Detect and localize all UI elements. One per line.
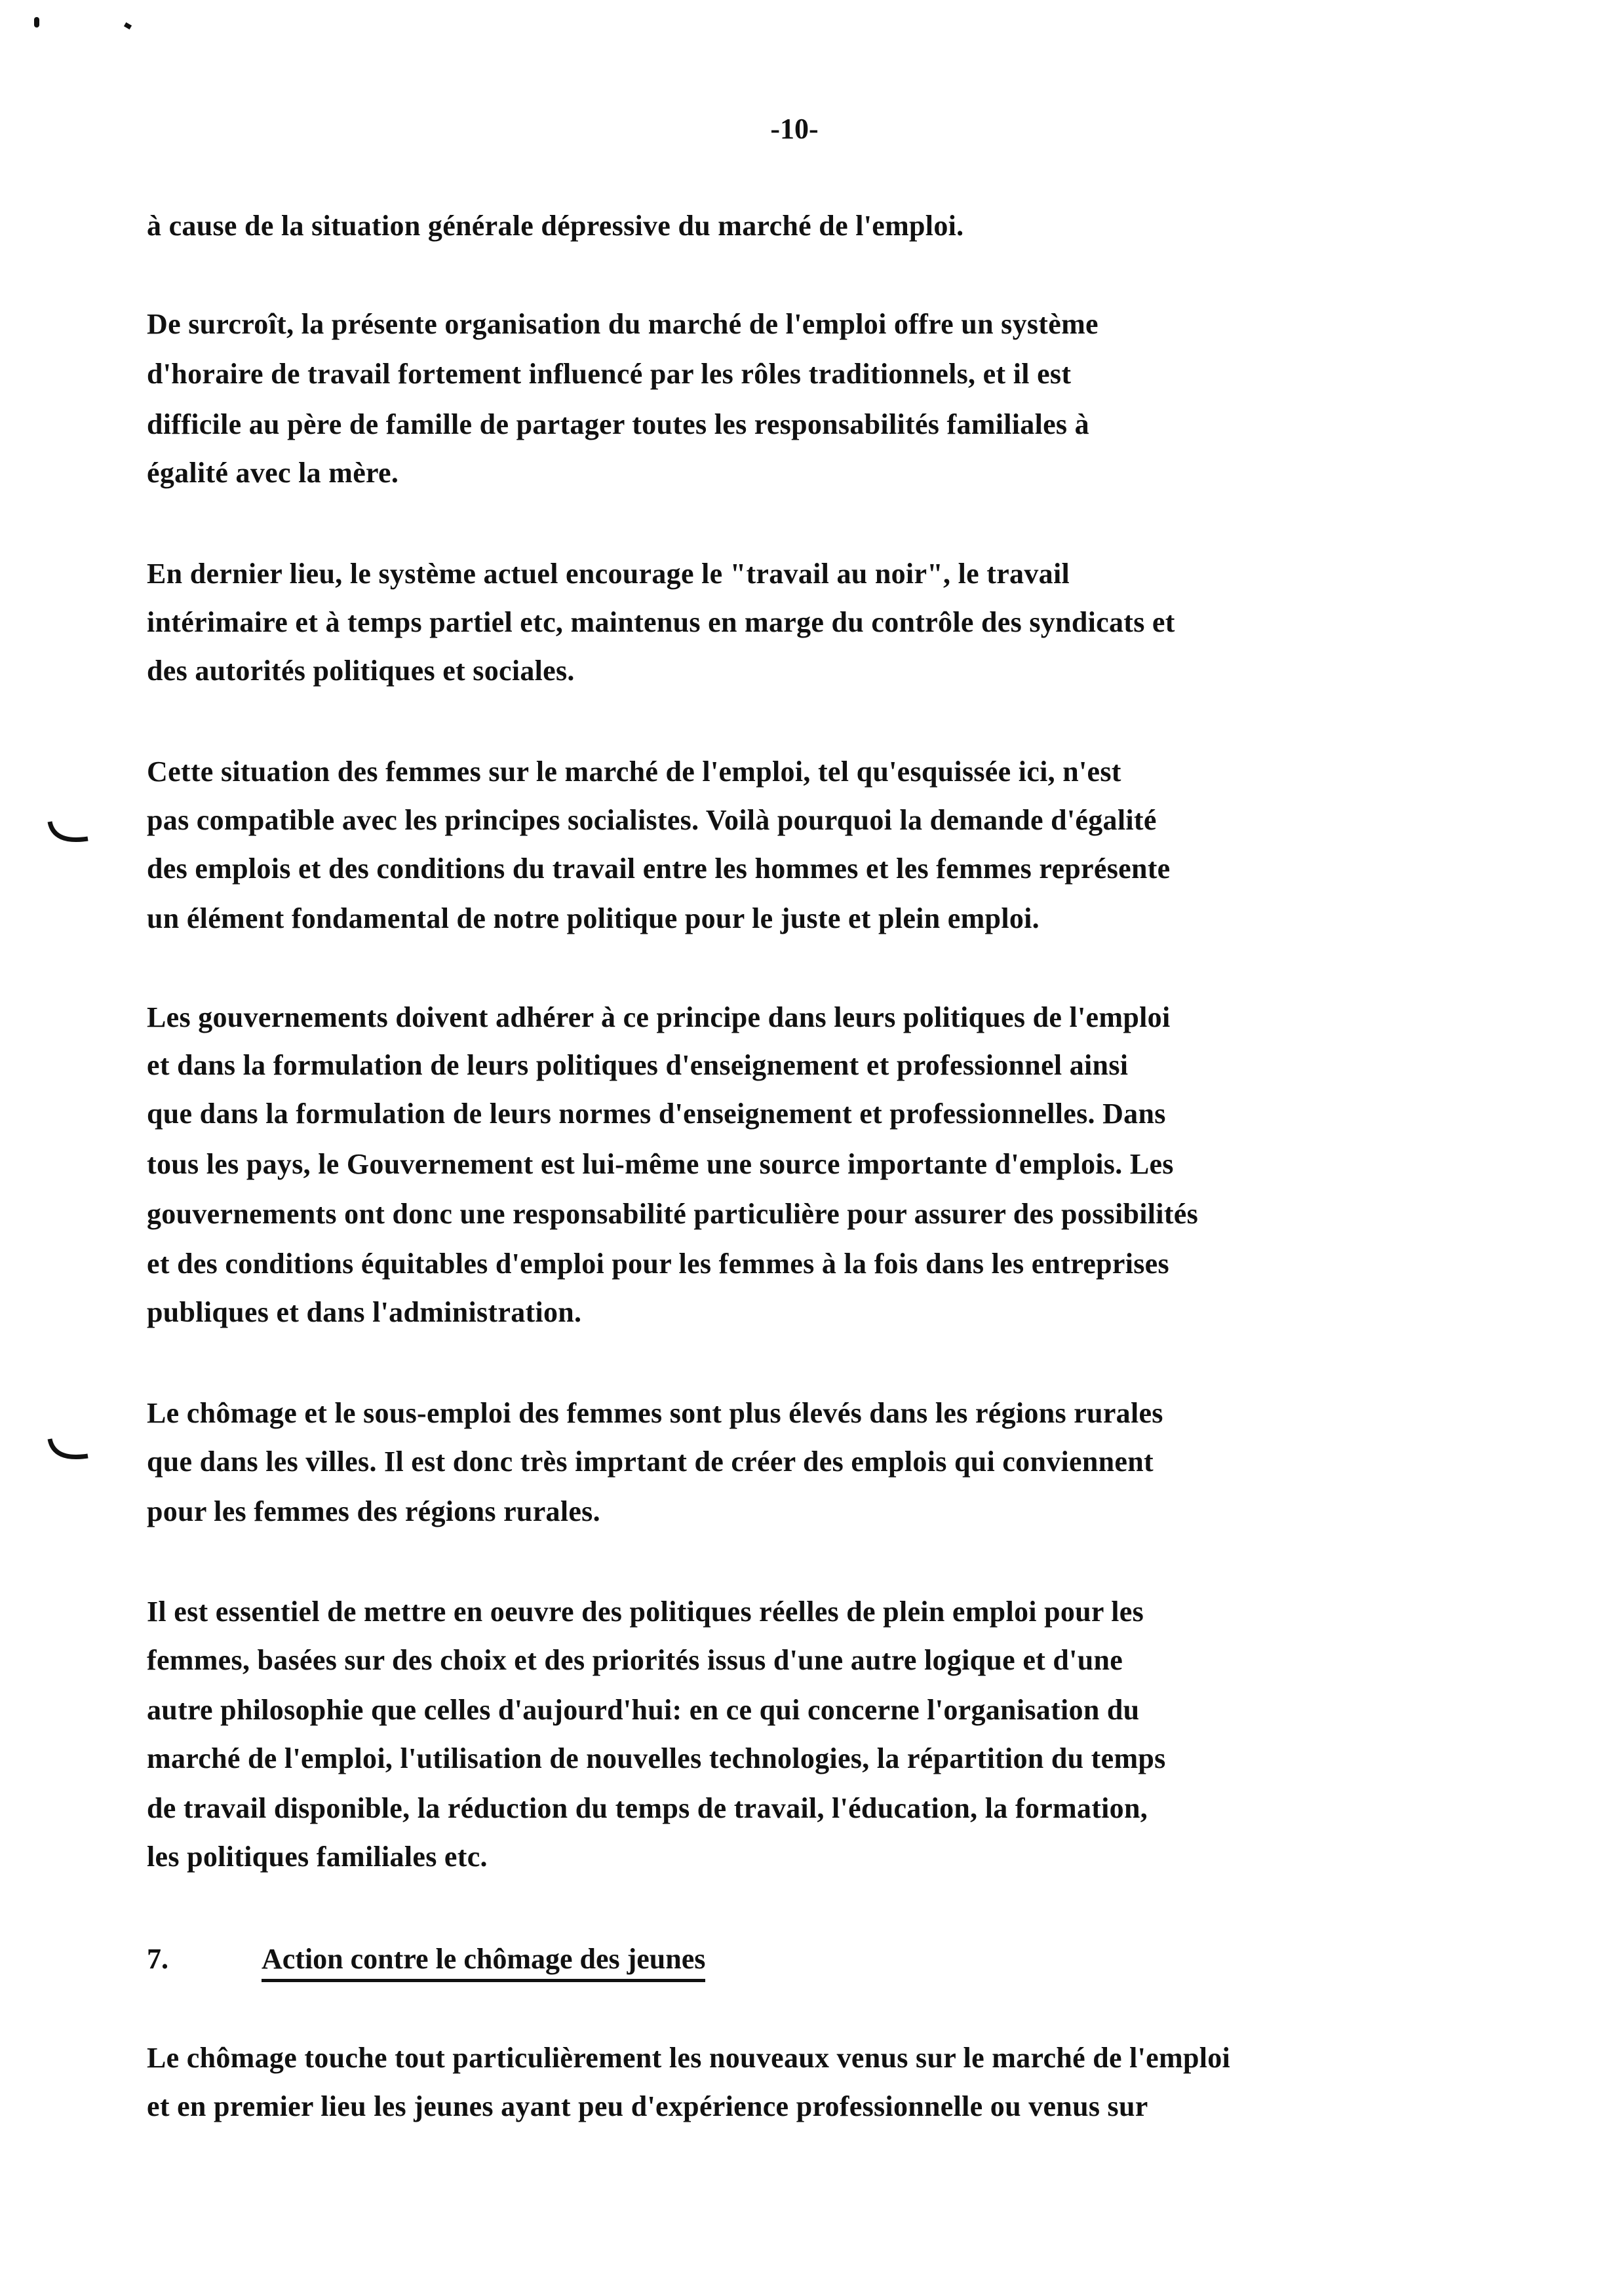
margin-check-mark bbox=[47, 1435, 93, 1468]
paragraph-6-line: que dans les villes. Il est donc très imprtant de créer des emplois qui conviennent bbox=[147, 1445, 1154, 1478]
scan-speck-mark bbox=[34, 17, 39, 28]
paragraph-3-line: des autorités politiques et sociales. bbox=[147, 655, 575, 687]
paragraph-2-line: d'horaire de travail fortement influencé par les rôles traditionnels, et il est bbox=[147, 358, 1072, 390]
paragraph-4-line: Cette situation des femmes sur le marché de l'emploi, tel qu'esquissée ici, n'est bbox=[147, 756, 1121, 788]
paragraph-7-line: femmes, basées sur des choix et des priorités issus d'une autre logique et d'une bbox=[147, 1644, 1123, 1676]
paragraph-7-line: de travail disponible, la réduction du temps de travail, l'éducation, la formation, bbox=[147, 1792, 1148, 1824]
paragraph-5-line: Les gouvernements doivent adhérer à ce principe dans leurs politiques de l'emploi bbox=[147, 1001, 1171, 1033]
paragraph-5-line: et des conditions équitables d'emploi pour les femmes à la fois dans les entreprises bbox=[147, 1248, 1169, 1280]
margin-check-mark bbox=[47, 818, 93, 851]
scan-tick-mark bbox=[124, 22, 132, 29]
paragraph-5-line: tous les pays, le Gouvernement est lui-même une source importante d'emplois. Les bbox=[147, 1148, 1174, 1180]
paragraph-2-line: De surcroît, la présente organisation du marché de l'emploi offre un système bbox=[147, 308, 1099, 340]
paragraph-6-line: Le chômage et le sous-emploi des femmes sont plus élevés dans les régions rurales bbox=[147, 1397, 1163, 1429]
paragraph-5-line: gouvernements ont donc une responsabilité particulière pour assurer des possibilités bbox=[147, 1198, 1199, 1230]
section-number: 7. bbox=[147, 1943, 168, 1975]
paragraph-4-line: pas compatible avec les principes socialistes. Voilà pourquoi la demande d'égalité bbox=[147, 804, 1157, 836]
paragraph-3-line: En dernier lieu, le système actuel encourage le "travail au noir", le travail bbox=[147, 558, 1070, 590]
paragraph-2-line: difficile au père de famille de partager toutes les responsabilités familiales à bbox=[147, 408, 1089, 440]
section-heading: Action contre le chômage des jeunes bbox=[262, 1942, 705, 1982]
page-number: -10- bbox=[770, 113, 819, 145]
paragraph-8-line: Le chômage touche tout particulièrement les nouveaux venus sur le marché de l'emploi bbox=[147, 2042, 1231, 2074]
paragraph-7-line: Il est essentiel de mettre en oeuvre des politiques réelles de plein emploi pour les bbox=[147, 1596, 1144, 1628]
paragraph-5-line: publiques et dans l'administration. bbox=[147, 1296, 582, 1328]
paragraph-5-line: que dans la formulation de leurs normes d'enseignement et professionnelles. Dans bbox=[147, 1098, 1166, 1130]
paragraph-1-line: à cause de la situation générale dépressive du marché de l'emploi. bbox=[147, 210, 964, 242]
paragraph-2-line: égalité avec la mère. bbox=[147, 457, 399, 489]
paragraph-8-line: et en premier lieu les jeunes ayant peu d'expérience professionnelle ou venus sur bbox=[147, 2090, 1148, 2122]
paragraph-7-line: autre philosophie que celles d'aujourd'hui: en ce qui concerne l'organisation du bbox=[147, 1694, 1140, 1726]
paragraph-3-line: intérimaire et à temps partiel etc, maintenus en marge du contrôle des syndicats et bbox=[147, 606, 1175, 638]
paragraph-4-line: des emplois et des conditions du travail entre les hommes et les femmes représente bbox=[147, 852, 1171, 885]
paragraph-7-line: les politiques familiales etc. bbox=[147, 1841, 488, 1873]
paragraph-4-line: un élément fondamental de notre politique pour le juste et plein emploi. bbox=[147, 902, 1040, 934]
paragraph-5-line: et dans la formulation de leurs politiques d'enseignement et professionnel ainsi bbox=[147, 1049, 1129, 1081]
paragraph-7-line: marché de l'emploi, l'utilisation de nouvelles technologies, la répartition du temps bbox=[147, 1742, 1166, 1774]
paragraph-6-line: pour les femmes des régions rurales. bbox=[147, 1495, 600, 1527]
